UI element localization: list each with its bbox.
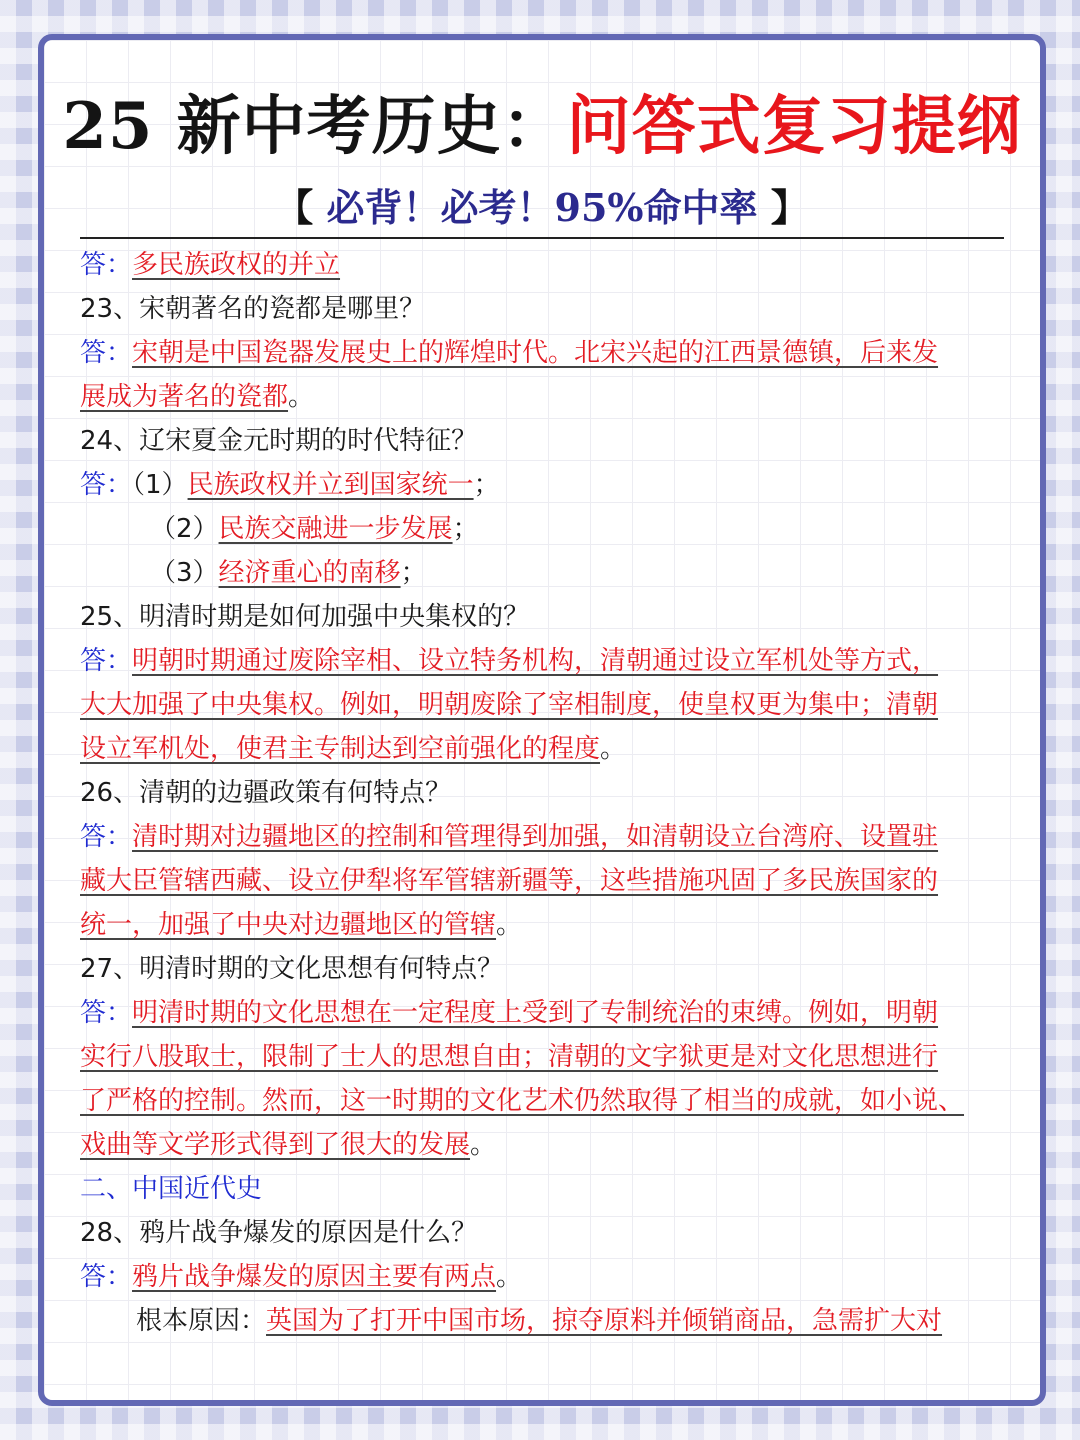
item-semicolon: ； bbox=[400, 558, 427, 588]
answer-text: 英国为了打开中国市场，掠夺原料并倾销商品，急需扩大对 bbox=[266, 1306, 943, 1336]
question-26: 26、清朝的边疆政策有何特点？ bbox=[80, 778, 452, 808]
answer-text: 展成为著名的瓷都 bbox=[80, 382, 289, 412]
answer-line bbox=[80, 463, 1016, 507]
subtitle-close-bracket: 】 bbox=[757, 185, 809, 230]
answer-text: 多民族政权的并立 bbox=[132, 250, 341, 280]
answer-line bbox=[80, 375, 1016, 419]
answer-label: 答： bbox=[80, 470, 133, 500]
question-23: 23、宋朝著名的瓷都是哪里？ bbox=[80, 294, 426, 324]
answer-period: 。 bbox=[496, 910, 523, 940]
answer-label: 答： bbox=[80, 250, 133, 280]
answer-line bbox=[80, 551, 1016, 595]
answer-line bbox=[80, 991, 1016, 1035]
answer-text: 民族政权并立到国家统一 bbox=[187, 470, 474, 500]
answer-label: 答： bbox=[80, 1262, 133, 1292]
answer-line bbox=[80, 727, 1016, 771]
question-27: 27、明清时期的文化思想有何特点？ bbox=[80, 954, 504, 984]
item-number: （1） bbox=[132, 470, 188, 500]
answer-line bbox=[80, 683, 1016, 727]
header-divider bbox=[80, 237, 1004, 239]
answer-label: 答： bbox=[80, 338, 133, 368]
header bbox=[44, 90, 1040, 230]
answer-line bbox=[80, 1035, 1016, 1079]
answer-line bbox=[80, 1255, 1016, 1299]
section-heading: 二、中国近代史 bbox=[80, 1174, 263, 1204]
answer-text: 明清时期的文化思想在一定程度上受到了专制统治的束缚。例如，明朝 bbox=[132, 998, 939, 1028]
answer-text: 宋朝是中国瓷器发展史上的辉煌时代。北宋兴起的江西景德镇，后来发 bbox=[132, 338, 939, 368]
answer-period: 。 bbox=[496, 1262, 523, 1292]
answer-line bbox=[80, 243, 1016, 287]
answer-period: 。 bbox=[470, 1130, 497, 1160]
root-cause-label: 根本原因： bbox=[136, 1306, 267, 1336]
answer-text: 设立军机处，使君主专制达到空前强化的程度 bbox=[80, 734, 601, 764]
answer-line bbox=[80, 859, 1016, 903]
answer-line bbox=[80, 903, 1016, 947]
outline-card bbox=[38, 34, 1046, 1406]
answer-text: 统一，加强了中央对边疆地区的管辖 bbox=[80, 910, 497, 940]
answer-line bbox=[80, 1299, 1016, 1343]
question-28: 28、鸦片战争爆发的原因是什么？ bbox=[80, 1218, 478, 1248]
item-number: （3） bbox=[150, 558, 219, 588]
question-25: 25、明清时期是如何加强中央集权的？ bbox=[80, 602, 530, 632]
answer-label: 答： bbox=[80, 998, 133, 1028]
page-title bbox=[44, 90, 1040, 164]
answer-line bbox=[80, 1079, 1016, 1123]
title-prefix: 25 新中考历史： bbox=[62, 89, 567, 164]
answer-line bbox=[80, 331, 1016, 375]
title-emphasis: 问答式复习提纲 bbox=[566, 89, 1022, 164]
answer-text: 戏曲等文学形式得到了很大的发展 bbox=[80, 1130, 471, 1160]
answer-line bbox=[80, 1123, 1016, 1167]
subtitle-text: 必背！必考！95%命中率 bbox=[326, 185, 758, 230]
answer-text: 实行八股取士，限制了士人的思想自由；清朝的文字狱更是对文化思想进行 bbox=[80, 1042, 939, 1072]
qa-content bbox=[80, 243, 1016, 1343]
answer-line bbox=[80, 639, 1016, 683]
answer-text: 经济重心的南移 bbox=[218, 558, 401, 588]
item-number: （2） bbox=[150, 514, 219, 544]
answer-text: 明朝时期通过废除宰相、设立特务机构，清朝通过设立军机处等方式， bbox=[132, 646, 939, 676]
answer-text: 藏大臣管辖西藏、设立伊犁将军管辖新疆等，这些措施巩固了多民族国家的 bbox=[80, 866, 939, 896]
answer-period: 。 bbox=[288, 382, 315, 412]
answer-text: 大大加强了中央集权。例如，明朝废除了宰相制度，使皇权更为集中；清朝 bbox=[80, 690, 939, 720]
answer-label: 答： bbox=[80, 646, 133, 676]
answer-text: 了严格的控制。然而，这一时期的文化艺术仍然取得了相当的成就，如小说、 bbox=[80, 1086, 965, 1116]
answer-line bbox=[80, 507, 1016, 551]
item-semicolon: ； bbox=[452, 514, 479, 544]
answer-line bbox=[80, 815, 1016, 859]
subtitle bbox=[44, 186, 1040, 230]
subtitle-open-bracket: 【 bbox=[275, 185, 327, 230]
answer-text: 清时期对边疆地区的控制和管理得到加强，如清朝设立台湾府、设置驻 bbox=[132, 822, 939, 852]
answer-period: 。 bbox=[600, 734, 627, 764]
item-semicolon: ； bbox=[473, 470, 500, 500]
answer-text: 民族交融进一步发展 bbox=[218, 514, 453, 544]
answer-label: 答： bbox=[80, 822, 133, 852]
answer-text: 鸦片战争爆发的原因主要有两点 bbox=[132, 1262, 497, 1292]
question-24: 24、辽宋夏金元时期的时代特征？ bbox=[80, 426, 478, 456]
